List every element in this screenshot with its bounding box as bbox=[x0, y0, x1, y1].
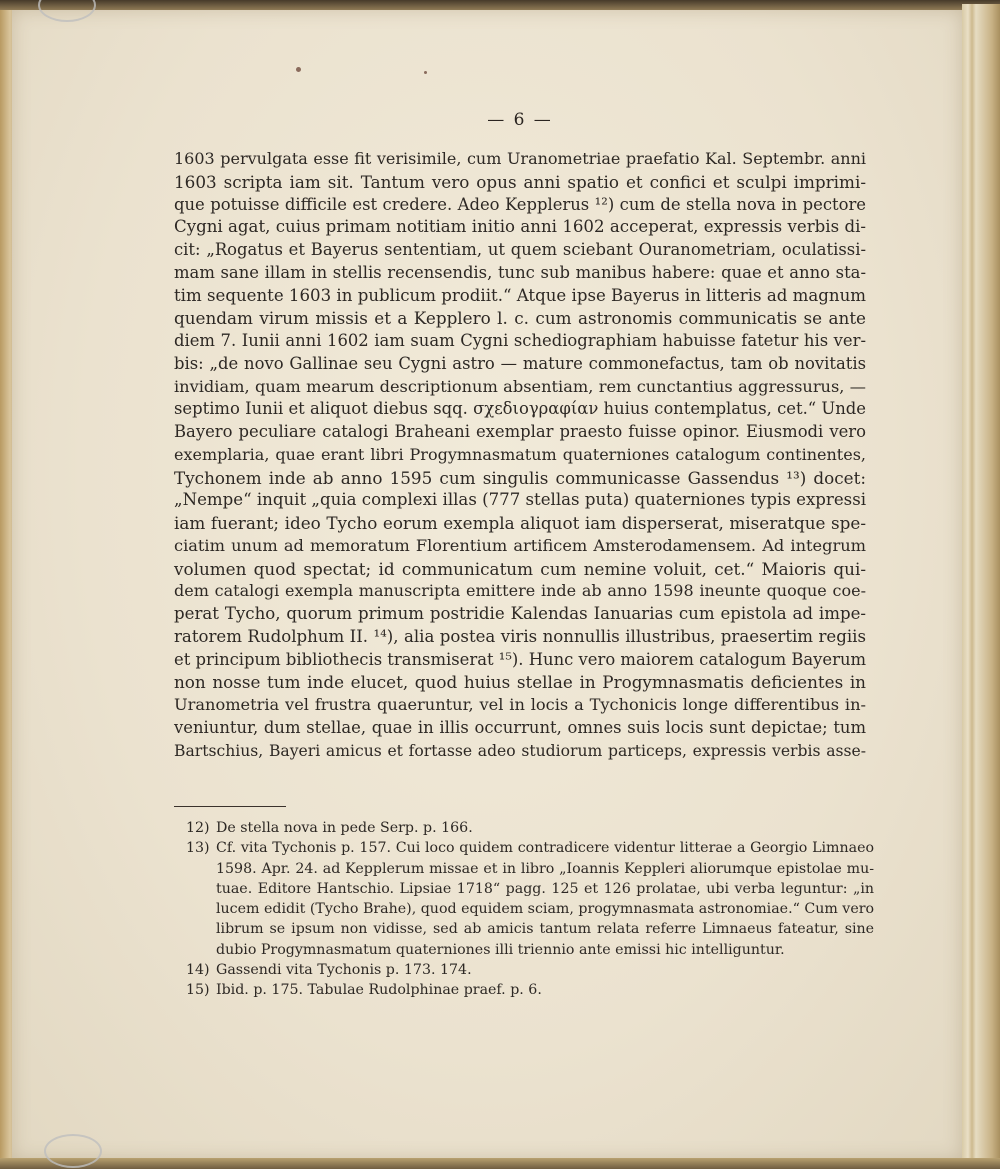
book-edge-right bbox=[962, 4, 1000, 1164]
text-line: non nosse tum inde elucet, quod huius stellae in Progymnasmatis deficientes in bbox=[174, 672, 866, 693]
text-line: iam fuerant; ideo Tycho eorum exempla aliquot iam disperserat, miseratque spe- bbox=[174, 513, 866, 533]
body-text bbox=[174, 148, 866, 762]
text-line: cit: „Rogatus et Bayerus sententiam, ut quem sciebant Ouranometriam, oculatissi- bbox=[174, 240, 866, 259]
text-line: „Nempe“ inquit „quia complexi illas (777 stellas puta) quaterniones typis expressi bbox=[174, 490, 867, 510]
footnote-number: 12) bbox=[186, 820, 210, 836]
text-line: volumen quod spectat; id communicatum cum nemine voluit, cet.“ Maioris qui- bbox=[174, 558, 866, 579]
footnote bbox=[186, 960, 866, 980]
footnote-line: 1598. Apr. 24. ad Kepplerum missae et in libro „Ioannis Keppleri aliorumque epistolae mu- bbox=[216, 860, 875, 877]
text-line: bis: „de novo Gallinae seu Cygni astro — mature commonefactus, tam ob novitatis bbox=[174, 353, 866, 373]
footnote-line: dubio Progymnasmatum quaterniones illi triennio ante emissi hic intelliguntur. bbox=[216, 941, 785, 958]
text-line: et principum bibliothecis transmiserat ¹⁵). Hunc vero maiorem catalogum Bayerum bbox=[174, 649, 867, 669]
footnote-line: lucem edidit (Tycho Brahe), quod equidem sciam, progymnasmata astronomiae.“ Cum vero bbox=[216, 901, 875, 918]
text-line: septimo Iunii et aliquot diebus sqq. σχεδιογραφίαν huius contemplatus, cet.“ Unde bbox=[174, 399, 866, 419]
text-line: exemplaria, quae erant libri Progymnasmatum quaterniones catalogum continentes, bbox=[174, 444, 866, 464]
text-line: ciatim unum ad memoratum Florentium artificem Amsterodamensem. Ad integrum bbox=[174, 535, 866, 555]
page-number: — 6 — bbox=[487, 110, 553, 130]
text-line: perat Tycho, quorum primum postridie Kalendas Ianuarias cum epistola ad impe- bbox=[174, 604, 866, 623]
book-edge-bottom bbox=[0, 1158, 1000, 1169]
footnote bbox=[186, 838, 875, 960]
footnote-text bbox=[216, 818, 866, 838]
footnote-number: 15) bbox=[186, 982, 210, 999]
footnote bbox=[186, 818, 866, 838]
text-line: mam sane illam in stellis recensendis, tunc sub manibus habere: quae et anno sta- bbox=[174, 262, 866, 282]
text-line: 1603 pervulgata esse fit verisimile, cum Uranometriae praefatio Kal. Septembr. anni bbox=[174, 149, 866, 168]
clip-mark-bottom bbox=[44, 1134, 102, 1168]
footnote-rule bbox=[174, 806, 286, 807]
text-line: Tychonem inde ab anno 1595 cum singulis communicasse Gassendus ¹³) docet: bbox=[174, 467, 866, 488]
footnote-line: Ibid. p. 175. Tabulae Rudolphinae praef. p. 6. bbox=[216, 982, 542, 999]
footnote-text bbox=[216, 838, 874, 960]
footnote bbox=[186, 980, 866, 1000]
footnote-number: 13) bbox=[186, 840, 210, 857]
text-line: quendam virum missis et a Kepplero l. c. cum astronomis communicatis se ante bbox=[174, 308, 866, 329]
footnote-line: Cf. vita Tychonis p. 157. Cui loco quidem contradicere videntur litterae a Georgio Limnaeo bbox=[216, 840, 875, 857]
footnote-line: Gassendi vita Tychonis p. 173. 174. bbox=[216, 962, 472, 979]
text-line: Bayero peculiare catalogi Braheani exemplar praesto fuisse opinor. Eiusmodi vero bbox=[174, 422, 866, 441]
footnote-line: librum se ipsum non vidisse, sed ab amicis tantum relata referre Limnaeus fateatur, sine bbox=[216, 921, 875, 938]
text-line: que potuisse difficile est credere. Adeo Kepplerus ¹²) cum de stella nova in pectore bbox=[174, 194, 866, 214]
text-line: veniuntur, dum stellae, quae in illis occurrunt, omnes suis locis sunt depictae; tum bbox=[174, 717, 866, 737]
text-line: 1603 scripta iam sit. Tantum vero opus anni spatio et confici et sculpi imprimi- bbox=[174, 171, 866, 192]
ink-spot bbox=[424, 71, 427, 74]
footnote-line: tuae. Editore Hantschio. Lipsiae 1718“ pagg. 125 et 126 prolatae, ubi verba leguntur: „in bbox=[216, 880, 875, 897]
text-line: diem 7. Iunii anni 1602 iam suam Cygni schediographiam habuisse fatetur his ver- bbox=[174, 331, 866, 350]
text-line: Bartschius, Bayeri amicus et fortasse adeo studiorum particeps, expressis verbis asse- bbox=[174, 741, 866, 760]
text-line: tim sequente 1603 in publicum prodiit.“ Atque ipse Bayerus in litteris ad magnum bbox=[174, 285, 866, 305]
ink-spot bbox=[296, 67, 301, 72]
text-line: dem catalogi exempla manuscripta emittere inde ab anno 1598 ineunte quoque coe- bbox=[174, 581, 866, 601]
footnote-number: 14) bbox=[186, 962, 210, 979]
footnotes bbox=[186, 818, 875, 1001]
text-line: invidiam, quam mearum descriptionum absentiam, rem cunctantius aggressurus, — bbox=[174, 376, 866, 396]
text-line: Uranometria vel frustra quaeruntur, vel in locis a Tychonicis longe differentibus in- bbox=[174, 695, 866, 714]
text-line: ratorem Rudolphum II. ¹⁴), alia postea viris nonnullis illustribus, praesertim regiis bbox=[174, 626, 866, 646]
footnote-line: De stella nova in pede Serp. p. 166. bbox=[216, 820, 473, 836]
text-line: Cygni agat, cuius primam notitiam initio anni 1602 acceperat, expressis verbis di- bbox=[174, 217, 866, 237]
footnote-text bbox=[216, 980, 866, 1000]
book-edge-top bbox=[0, 0, 1000, 10]
footnote-text bbox=[216, 960, 866, 980]
